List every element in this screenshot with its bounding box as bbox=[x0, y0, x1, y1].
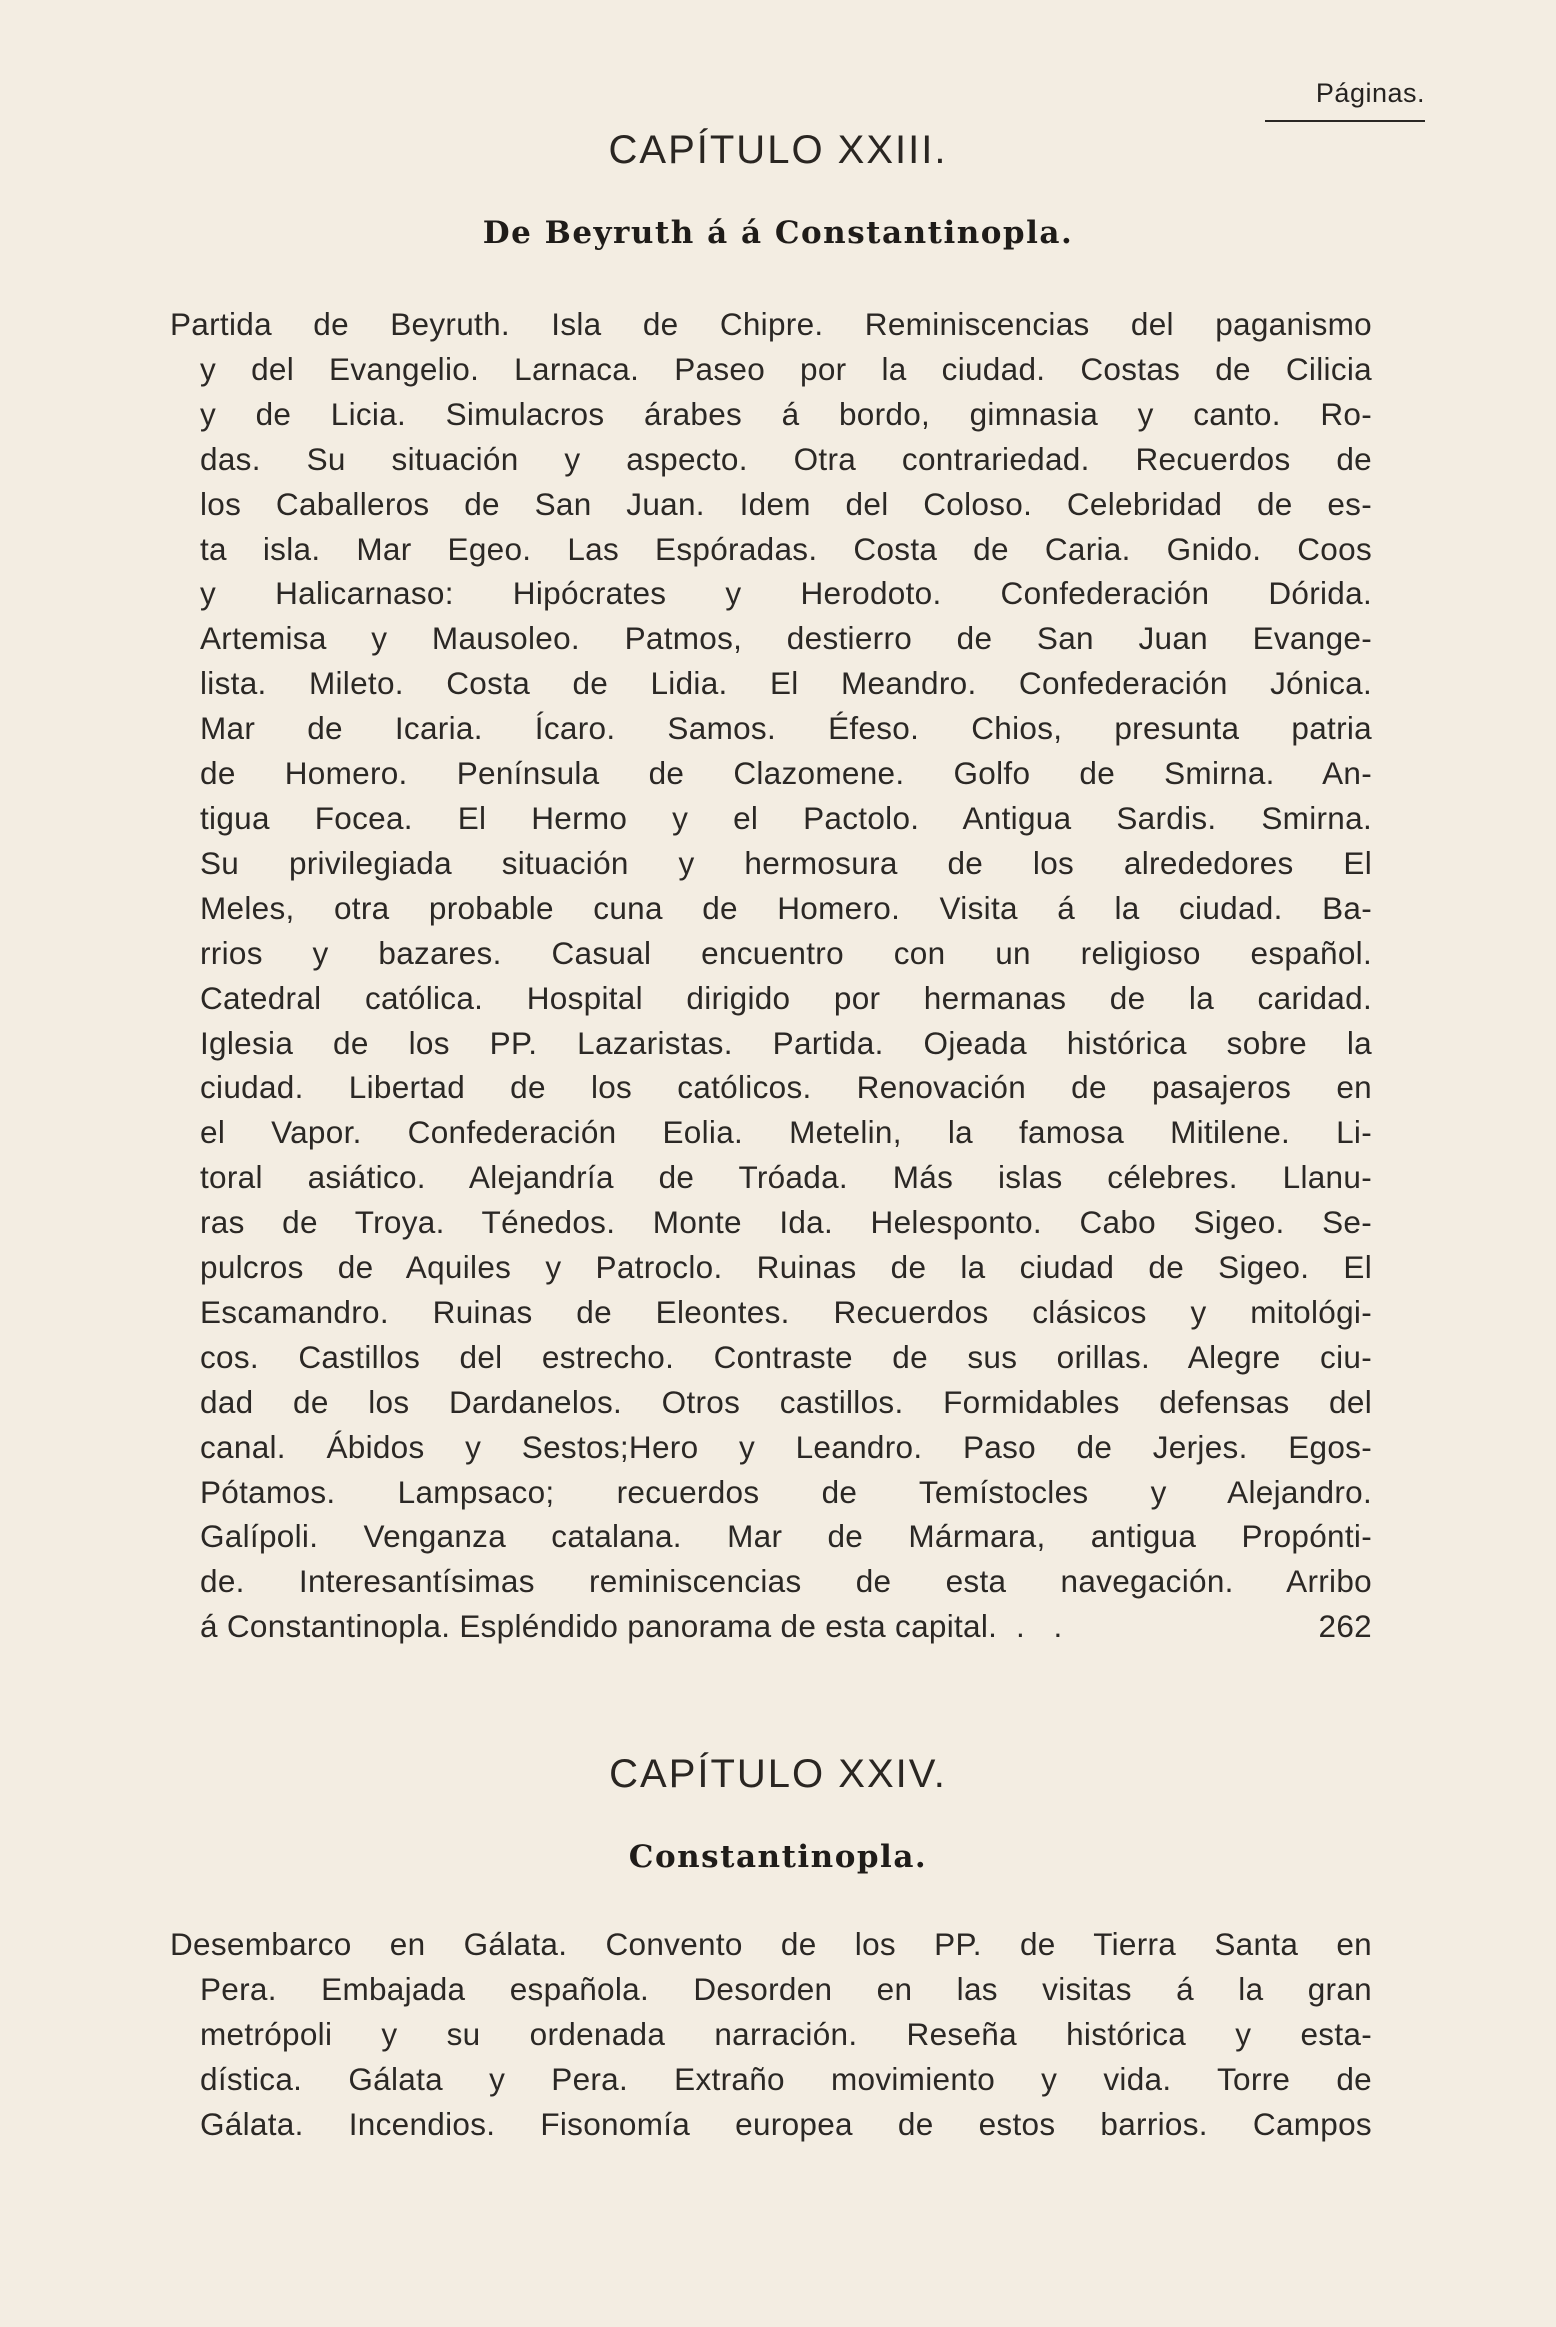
summary-line: Meles, otra probable cuna de Homero. Visita á la ciudad. Ba- bbox=[200, 889, 1372, 926]
chapter-23-summary bbox=[170, 302, 1372, 1649]
summary-line-text: á Constantinopla. Espléndido panorama de esta capital. bbox=[200, 1608, 998, 1645]
summary-line: Pera. Embajada española. Desorden en las visitas á la gran bbox=[200, 1970, 1372, 2007]
summary-line: ras de Troya. Ténedos. Monte Ida. Helesponto. Cabo Sigeo. Se- bbox=[200, 1204, 1372, 1241]
summary-line: los Caballeros de San Juan. Idem del Coloso. Celebridad de es- bbox=[200, 485, 1372, 522]
page-number: 262 bbox=[1318, 1608, 1372, 1645]
summary-line: Pótamos. Lampsaco; recuerdos de Temístocles y Alejandro. bbox=[200, 1473, 1372, 1510]
summary-line: el Vapor. Confederación Eolia. Metelin, la famosa Mitilene. Li- bbox=[200, 1114, 1372, 1151]
summary-line: rrios y bazares. Casual encuentro con un religioso español. bbox=[200, 934, 1372, 971]
chapter-24-heading: CAPÍTULO XXIV. bbox=[609, 1752, 947, 1796]
summary-line: cos. Castillos del estrecho. Contraste de sus orillas. Alegre ciu- bbox=[200, 1338, 1372, 1375]
summary-line: das. Su situación y aspecto. Otra contrariedad. Recuerdos de bbox=[200, 440, 1372, 477]
pages-column-rule bbox=[1265, 120, 1425, 122]
summary-line: y Halicarnaso: Hipócrates y Herodoto. Confederación Dórida. bbox=[200, 575, 1372, 612]
dot-leader: . . bbox=[997, 1608, 1073, 1645]
chapter-23-title: De Beyruth á á Constantinopla. bbox=[482, 215, 1074, 251]
summary-line: Partida de Beyruth. Isla de Chipre. Reminiscencias del paganismo bbox=[170, 306, 1372, 342]
chapter-24-title: Constantinopla. bbox=[628, 1839, 928, 1875]
summary-line: lista. Mileto. Costa de Lidia. El Meandro. Confederación Jónica. bbox=[200, 665, 1372, 702]
summary-line: Catedral católica. Hospital dirigido por hermanas de la caridad. bbox=[200, 979, 1372, 1016]
summary-line: Iglesia de los PP. Lazaristas. Partida. Ojeada histórica sobre la bbox=[200, 1024, 1372, 1061]
summary-line: Escamandro. Ruinas de Eleontes. Recuerdos clásicos y mitológi- bbox=[200, 1293, 1372, 1330]
summary-line: y de Licia. Simulacros árabes á bordo, gimnasia y canto. Ro- bbox=[200, 395, 1372, 432]
summary-line bbox=[200, 1604, 1372, 1649]
summary-line: canal. Ábidos y Sestos;Hero y Leandro. Paso de Jerjes. Egos- bbox=[200, 1428, 1372, 1465]
summary-line: dística. Gálata y Pera. Extraño movimiento y vida. Torre de bbox=[200, 2060, 1372, 2097]
summary-line: dad de los Dardanelos. Otros castillos. Formidables defensas del bbox=[200, 1383, 1372, 1420]
summary-line: Artemisa y Mausoleo. Patmos, destierro de San Juan Evange- bbox=[200, 620, 1372, 657]
summary-line: de. Interesantísimas reminiscencias de esta navegación. Arribo bbox=[200, 1563, 1372, 1600]
summary-line: ciudad. Libertad de los católicos. Renovación de pasajeros en bbox=[200, 1069, 1372, 1106]
summary-line: toral asiático. Alejandría de Tróada. Más islas célebres. Llanu- bbox=[200, 1159, 1372, 1196]
summary-line: pulcros de Aquiles y Patroclo. Ruinas de la ciudad de Sigeo. El bbox=[200, 1249, 1372, 1286]
chapter-23-heading: CAPÍTULO XXIII. bbox=[608, 128, 948, 172]
pages-column-label: Páginas. bbox=[1315, 78, 1425, 108]
summary-line: Galípoli. Venganza catalana. Mar de Mármara, antigua Propónti- bbox=[200, 1518, 1372, 1555]
summary-line: Desembarco en Gálata. Convento de los PP. de Tierra Santa en bbox=[170, 1926, 1372, 1962]
summary-line: tigua Focea. El Hermo y el Pactolo. Antigua Sardis. Smirna. bbox=[200, 799, 1372, 836]
summary-line: y del Evangelio. Larnaca. Paseo por la ciudad. Costas de Cilicia bbox=[200, 350, 1372, 387]
summary-line: ta isla. Mar Egeo. Las Espóradas. Costa de Caria. Gnido. Coos bbox=[200, 530, 1372, 567]
summary-line: metrópoli y su ordenada narración. Reseña histórica y esta- bbox=[200, 2015, 1372, 2052]
summary-line: Mar de Icaria. Ícaro. Samos. Éfeso. Chios, presunta patria bbox=[200, 710, 1372, 747]
summary-line: de Homero. Península de Clazomene. Golfo de Smirna. An- bbox=[200, 755, 1372, 792]
summary-line: Su privilegiada situación y hermosura de los alrededores El bbox=[200, 844, 1372, 881]
summary-line: Gálata. Incendios. Fisonomía europea de estos barrios. Campos bbox=[200, 2105, 1372, 2142]
chapter-24-summary bbox=[170, 1922, 1372, 2147]
